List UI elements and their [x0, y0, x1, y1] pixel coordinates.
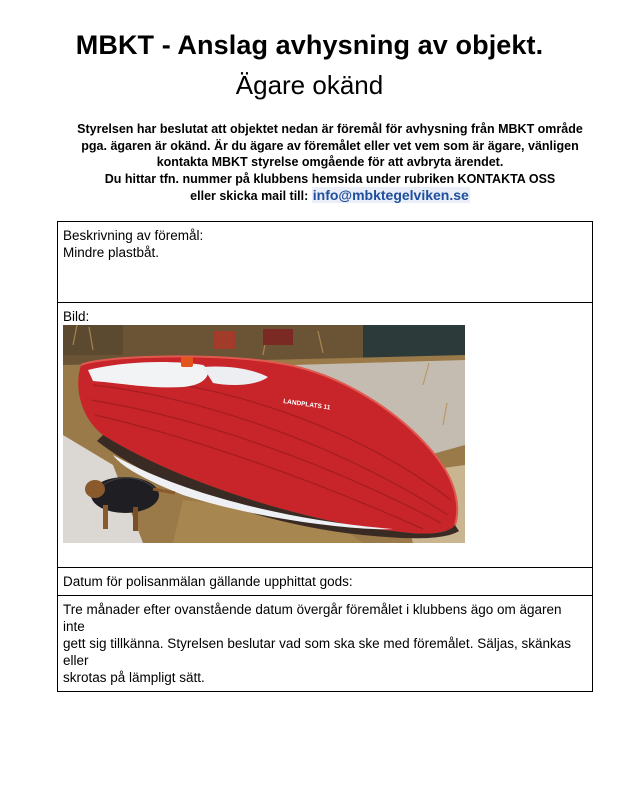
description-label: Beskrivning av föremål:: [63, 228, 204, 243]
object-form: [57, 221, 593, 692]
notice-line: Du hittar tfn. nummer på klubbens hemsida under rubriken KONTAKTA OSS: [104, 171, 556, 186]
mail-prefix: eller skicka mail till:: [190, 189, 309, 203]
note-line: gett sig tillkänna. Styrelsen beslutar vad som ska ske med föremålet. Säljas, skänkas eller: [63, 636, 571, 668]
description-row: [58, 222, 593, 303]
note-line: skrotas på lämpligt sätt.: [63, 670, 205, 685]
note-line: Tre månader efter ovanstående datum övergår föremålet i klubbens ägo om ägaren inte: [63, 602, 562, 634]
note-row: [58, 596, 593, 692]
notice-line: pga. ägaren är okänd. Är du ägare av föremålet eller vet vem som är ägare, vänligen: [81, 138, 579, 153]
boat-photo: [63, 325, 465, 543]
email-link[interactable]: info@mbktegelviken.se: [312, 187, 469, 203]
description-value: Mindre plastbåt.: [63, 245, 160, 260]
image-row: [58, 303, 593, 568]
notice-line: Styrelsen har beslutat att objektet nedan är föremål för avhysning från MBKT område: [77, 122, 583, 136]
svg-text:LANDPLATS 11: LANDPLATS 11: [282, 398, 331, 412]
page-subtitle: Ägare okänd: [235, 70, 384, 100]
page-title: MBKT - Anslag avhysning av objekt.: [75, 30, 544, 60]
notice-line: kontakta MBKT styrelse omgående för att avbryta ärendet.: [156, 155, 504, 169]
date-cell: Datum för polisanmälan gällande upphittat gods:: [58, 568, 593, 596]
date-row: [58, 568, 593, 596]
notice-mail-line: [40, 187, 619, 205]
image-cell: [58, 303, 593, 568]
notice-text: [40, 121, 619, 205]
image-label: Bild:: [63, 309, 90, 324]
note-cell: [58, 596, 593, 692]
description-cell: [58, 222, 593, 303]
